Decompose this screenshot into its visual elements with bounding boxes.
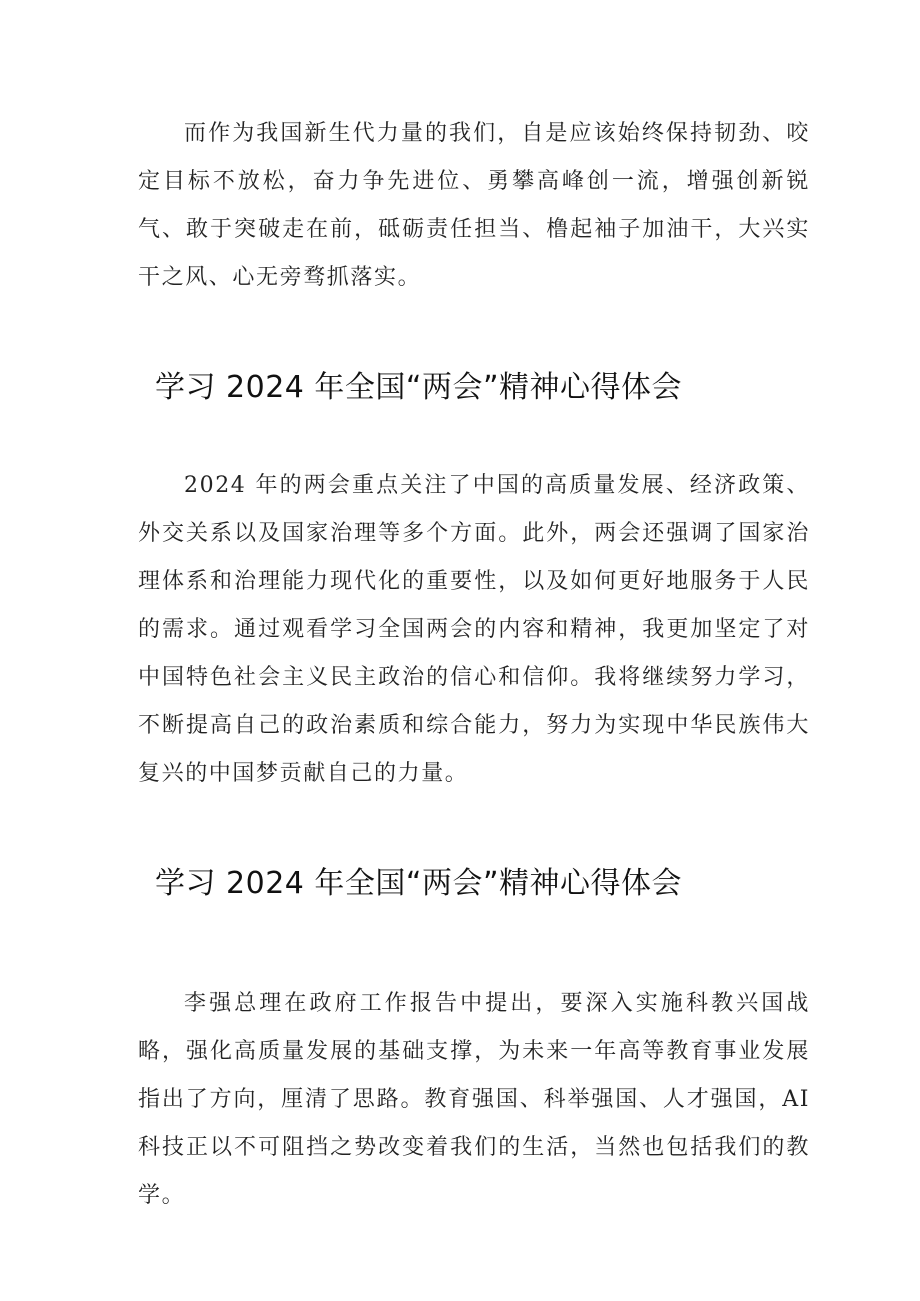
- body-paragraph-3: 李强总理在政府工作报告中提出，要深入实施科教兴国战略，强化高质量发展的基础支撑，为未来一年高等教育事业发展指出了方向，厘清了思路。教育强国、科举强国、人才强国，AI 科技正以不可阻挡之势改变着我们的生活，当然也包括我们的教学。: [138, 991, 810, 1208]
- section-heading-2: 学习 2024 年全国“两会”精神心得体会: [155, 866, 683, 901]
- body-paragraph-2: 2024 年的两会重点关注了中国的高质量发展、经济政策、外交关系以及国家治理等多个方面。此外，两会还强调了国家治理体系和治理能力现代化的重要性，以及如何更好地服务于人民的需求。通过观看学习全国两会的内容和精神，我更加坚定了对中国特色社会主义民主政治的信心和信仰。我将继续努力学习，不断提高自己的政治素质和综合能力，努力为实现中华民族伟大复兴的中国梦贡献自己的力量。: [138, 473, 810, 786]
- section-heading-1: 学习 2024 年全国“两会”精神心得体会: [155, 370, 683, 405]
- body-paragraph-1: 而作为我国新生代力量的我们，自是应该始终保持韧劲、咬定目标不放松，奋力争先进位、勇攀高峰创一流，增强创新锐气、敢于突破走在前，砥砺责任担当、橹起袖子加油干，大兴实干之风、心无旁骛抓落实。: [138, 121, 810, 290]
